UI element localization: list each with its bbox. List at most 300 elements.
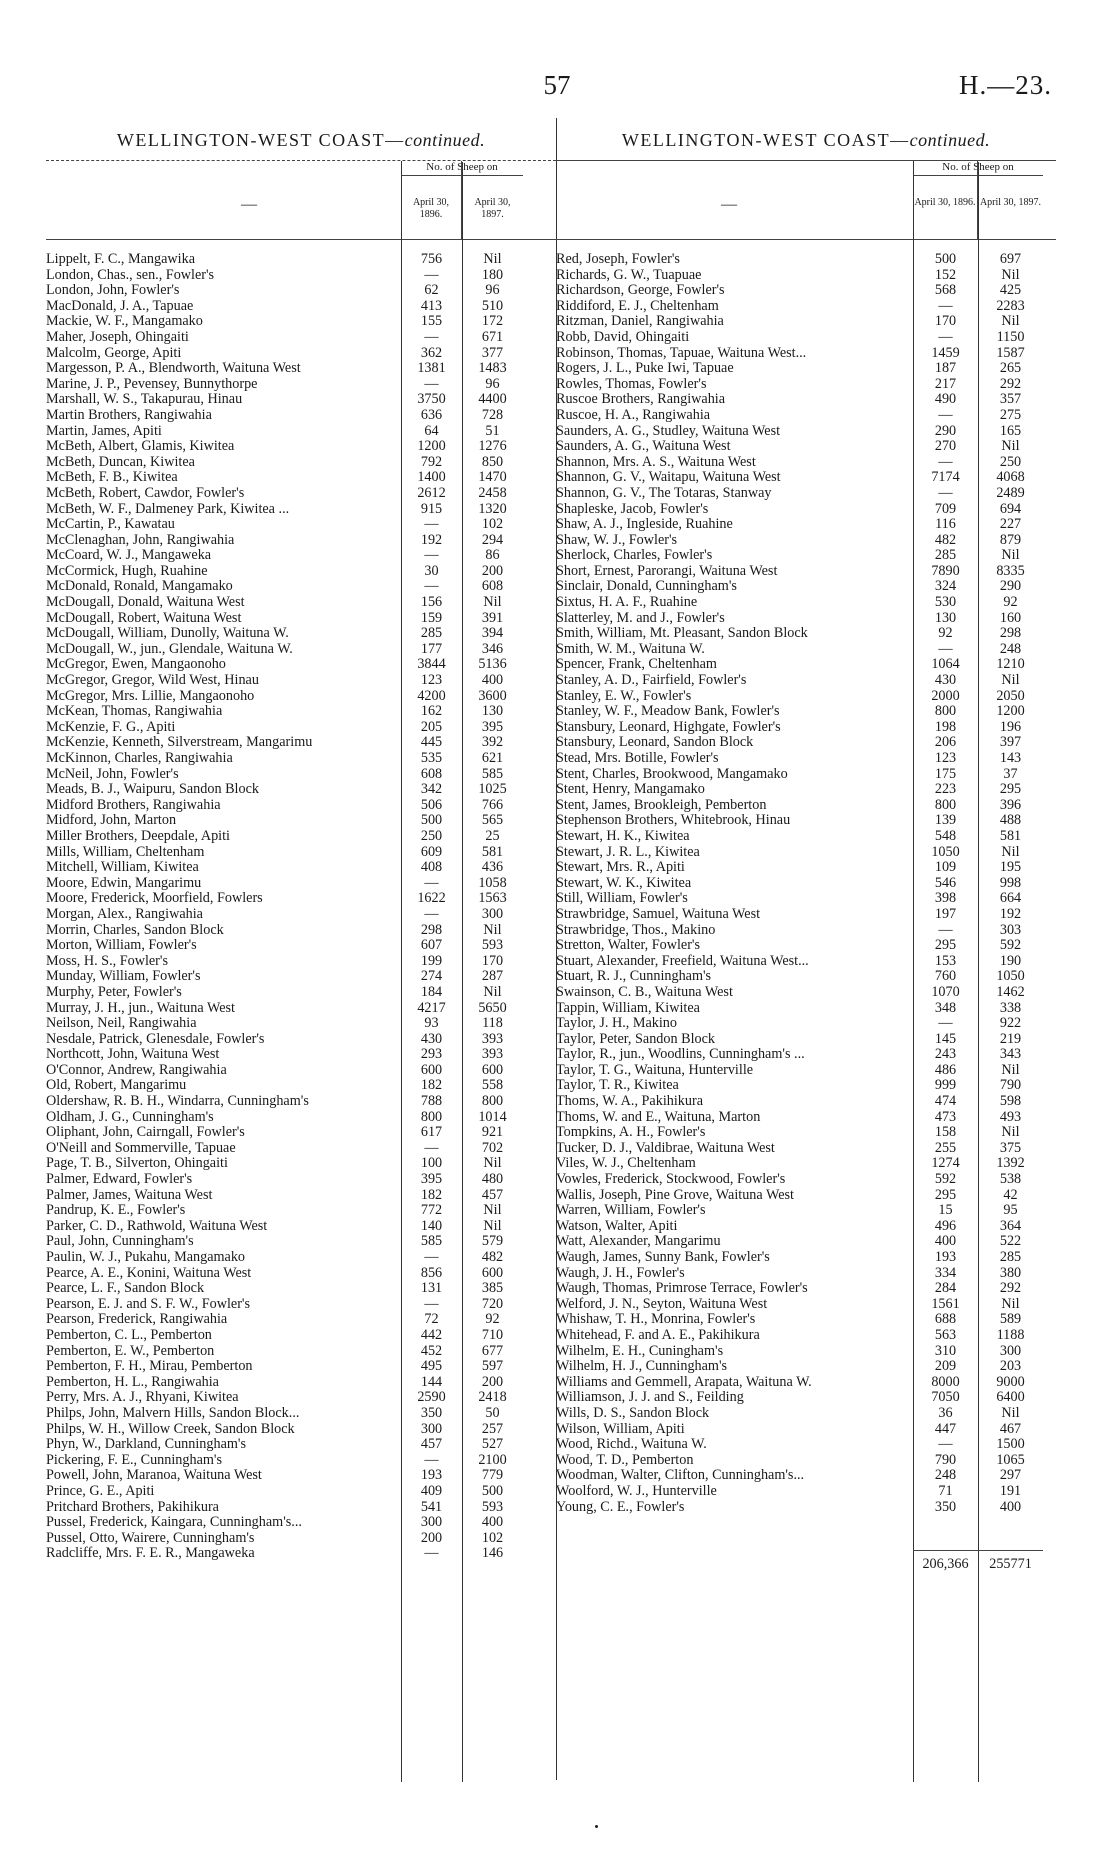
value-1897: 677 (481, 1342, 504, 1359)
row-name: McBeth, Robert, Cawdor, Fowler's (46, 485, 245, 501)
value-1897: 346 (481, 640, 504, 657)
value-1896: — (424, 516, 439, 533)
table-row (556, 1188, 1056, 1204)
row-name: Swainson, C. B., Waituna West (556, 984, 733, 1000)
value-1896: — (424, 874, 439, 891)
table-row (46, 720, 556, 736)
table-row (556, 1219, 1056, 1235)
value-1897: 396 (999, 796, 1022, 813)
table-row (46, 673, 556, 689)
value-1896: 2612 (417, 484, 446, 501)
value-1897: 275 (999, 406, 1022, 423)
value-1896: 688 (934, 1311, 957, 1328)
value-1897: 579 (481, 1233, 504, 1250)
value-1897: 779 (481, 1467, 504, 1484)
value-1897: 1058 (478, 874, 507, 891)
row-name: McDougall, William, Dunolly, Waituna W. (46, 626, 289, 642)
row-name: Wood, Richd., Waituna W. (556, 1437, 707, 1453)
value-1897: 558 (481, 1077, 504, 1094)
row-name: McCormick, Hugh, Ruahine (46, 563, 208, 579)
row-name: Mills, William, Cheltenham (46, 844, 205, 860)
value-1896: — (938, 406, 953, 423)
row-name: Watt, Alexander, Mangarimu (556, 1234, 721, 1250)
row-name: Prince, G. E., Apiti (46, 1483, 155, 1499)
row-name: Rowles, Thomas, Fowler's (556, 376, 707, 392)
value-1896: 199 (420, 952, 443, 969)
value-1897: 1188 (996, 1326, 1025, 1343)
row-name: McKenzie, F. G., Apiti (46, 719, 176, 735)
table-row (556, 720, 1056, 736)
table-row (46, 782, 556, 798)
row-name: Stretton, Walter, Fowler's (556, 938, 701, 954)
value-1896: 248 (934, 1467, 957, 1484)
table-row (46, 579, 556, 595)
table-row (556, 1063, 1056, 1079)
row-name: Shapleske, Jacob, Fowler's (556, 501, 709, 517)
value-1897: 694 (999, 500, 1022, 517)
value-1896: — (938, 328, 953, 345)
table-row (46, 1188, 556, 1204)
row-name: Saunders, A. G., Studley, Waituna West (556, 423, 781, 439)
value-1897: 130 (481, 703, 504, 720)
row-name: Malcolm, George, Apiti (46, 345, 182, 361)
value-1896: — (938, 297, 953, 314)
value-1896: 123 (934, 750, 957, 766)
table-row (556, 642, 1056, 658)
row-name: Wood, T. D., Pemberton (556, 1452, 694, 1468)
value-1896: 430 (934, 672, 957, 689)
value-1896: 856 (420, 1264, 443, 1281)
row-name: Pemberton, C. L., Pemberton (46, 1327, 212, 1343)
value-1896: — (424, 328, 439, 345)
value-1896: 442 (420, 1326, 443, 1343)
table-row (46, 891, 556, 907)
value-1897: 581 (999, 827, 1022, 844)
value-1896: 430 (420, 1030, 443, 1047)
table-row (556, 486, 1056, 502)
value-1896: — (424, 547, 439, 564)
value-1896: 530 (934, 594, 957, 611)
total-1897: 255771 (989, 1556, 1032, 1572)
row-name: Robb, David, Ohingaiti (556, 329, 690, 345)
row-name: Stent, James, Brookleigh, Pemberton (556, 797, 767, 813)
table-row (46, 314, 556, 330)
value-1897: 2100 (478, 1451, 507, 1468)
value-1896: 100 (420, 1155, 443, 1172)
table-body (46, 252, 556, 1562)
value-1897: 400 (481, 1514, 504, 1531)
value-1897: 593 (481, 937, 504, 954)
table-row (556, 1141, 1056, 1157)
value-1897: 95 (1003, 1202, 1018, 1219)
row-name: Sixtus, H. A. F., Ruahine (556, 595, 698, 611)
table-row (556, 346, 1056, 362)
value-1896: 198 (934, 718, 957, 735)
value-1896: 592 (934, 1171, 957, 1188)
value-1897: 118 (482, 1015, 503, 1032)
table-row (46, 1359, 556, 1375)
value-1897: 287 (481, 968, 504, 985)
value-1896: 546 (934, 874, 957, 891)
value-1897: 2489 (996, 484, 1025, 501)
value-1897: 9000 (996, 1373, 1025, 1390)
value-1897: 1276 (478, 438, 507, 455)
value-1896: 563 (934, 1326, 957, 1343)
row-name: McBeth, F. B., Kiwitea (46, 470, 178, 486)
table-row (46, 798, 556, 814)
table-row (46, 361, 556, 377)
value-1897: 300 (481, 905, 504, 922)
value-1897: Nil (1001, 1124, 1020, 1141)
col-header-1897: April 30, 1897. (979, 197, 1042, 208)
value-1897: 400 (999, 1498, 1022, 1515)
value-1897: 102 (481, 516, 504, 533)
value-1896: 155 (420, 313, 443, 330)
value-1897: 165 (999, 422, 1022, 439)
value-1897: 1563 (478, 890, 507, 907)
value-1897: 248 (999, 640, 1022, 657)
table-row (556, 1156, 1056, 1172)
value-1896: 64 (424, 422, 439, 439)
value-1896: 800 (934, 703, 957, 720)
row-name: Warren, William, Fowler's (556, 1203, 706, 1219)
value-1896: 295 (934, 937, 957, 954)
value-1896: 187 (934, 360, 957, 377)
value-1896: — (938, 484, 953, 501)
value-1897: Nil (1001, 1061, 1020, 1078)
table-row (556, 377, 1056, 393)
value-1897: 285 (999, 1249, 1022, 1265)
table-row (556, 283, 1056, 299)
row-name: Taylor, R., jun., Woodlins, Cunningham's ... (556, 1047, 805, 1063)
table-row (46, 985, 556, 1001)
value-1896: 457 (420, 1436, 443, 1453)
row-name: Smith, W. M., Waituna W. (556, 641, 705, 657)
table-row (46, 1375, 556, 1391)
row-name: McClenaghan, John, Rangiwahia (46, 532, 235, 548)
table-row (46, 470, 556, 486)
row-name: Thoms, W. A., Pakihikura (556, 1094, 703, 1110)
value-1896: — (424, 1295, 439, 1312)
table-row (46, 1422, 556, 1438)
table-row (46, 813, 556, 829)
table-row (46, 252, 556, 268)
value-1897: Nil (483, 1202, 502, 1219)
table-row (556, 1406, 1056, 1422)
value-1896: 400 (934, 1233, 957, 1250)
table-row (46, 1515, 556, 1531)
row-name: Thoms, W. and E., Waituna, Marton (556, 1109, 761, 1125)
row-name: Midford, John, Marton (46, 813, 177, 829)
table-row (556, 579, 1056, 595)
row-name: Pearce, L. F., Sandon Block (46, 1281, 205, 1297)
table-row (556, 1437, 1056, 1453)
row-name: Murray, J. H., jun., Waituna West (46, 1000, 235, 1016)
row-name: Stuart, R. J., Cunningham's (556, 969, 712, 985)
value-1896: 600 (420, 1061, 443, 1078)
value-1897: 92 (1003, 594, 1018, 611)
value-1897: 671 (481, 328, 504, 345)
table-row (46, 1531, 556, 1547)
row-name: Ritzman, Daniel, Rangiwahia (556, 314, 724, 330)
row-name: Stephenson Brothers, Whitebrook, Hinau (556, 813, 791, 829)
table-row (556, 1001, 1056, 1017)
row-name: Morton, William, Fowler's (46, 938, 197, 954)
table-row (556, 938, 1056, 954)
table-row (556, 845, 1056, 861)
table-row (46, 907, 556, 923)
value-1896: 1400 (417, 469, 446, 486)
value-1897: 191 (999, 1482, 1022, 1499)
row-name: Taylor, T. G., Waituna, Hunterville (556, 1062, 754, 1078)
value-1896: 139 (934, 812, 957, 829)
row-name: Stuart, Alexander, Freefield, Waituna West... (556, 953, 809, 969)
value-1897: 581 (481, 843, 504, 860)
table-row (556, 1016, 1056, 1032)
value-1896: 193 (420, 1467, 443, 1484)
row-name: Shaw, A. J., Ingleside, Ruahine (556, 517, 733, 533)
total-rule (913, 1550, 1043, 1551)
value-1897: 51 (485, 422, 500, 439)
table-row (46, 1406, 556, 1422)
table-row (46, 1468, 556, 1484)
value-1896: 156 (420, 594, 443, 611)
value-1897: Nil (1001, 1295, 1020, 1312)
value-1897: 850 (481, 453, 504, 470)
row-name: Vowles, Frederick, Stockwood, Fowler's (556, 1172, 786, 1188)
value-1896: 310 (934, 1342, 957, 1359)
table-row (46, 1156, 556, 1172)
row-name: O'Connor, Andrew, Rangiwahia (46, 1062, 227, 1078)
value-1896: 541 (420, 1498, 443, 1515)
value-1897: 589 (999, 1311, 1022, 1328)
value-1897: 380 (999, 1264, 1022, 1281)
table-row (556, 1110, 1056, 1126)
row-name: Palmer, James, Waituna West (46, 1187, 213, 1203)
row-name: Stent, Henry, Mangamako (556, 782, 705, 798)
value-1896: 300 (420, 1420, 443, 1437)
value-1896: 182 (420, 1186, 443, 1203)
row-name: Perry, Mrs. A. J., Rhyani, Kiwitea (46, 1390, 239, 1406)
value-1897: 203 (999, 1358, 1022, 1375)
table-row (46, 1250, 556, 1266)
row-name: Woolford, W. J., Hunterville (556, 1483, 717, 1499)
table-row (46, 938, 556, 954)
row-name: Whishaw, T. H., Monrina, Fowler's (556, 1312, 756, 1328)
value-1896: 200 (420, 1529, 443, 1546)
value-1896: — (424, 1451, 439, 1468)
value-1896: 772 (420, 1202, 443, 1219)
value-1897: 250 (999, 453, 1022, 470)
row-name: Taylor, T. R., Kiwitea (556, 1078, 679, 1094)
table-row (556, 1234, 1056, 1250)
value-1897: 219 (999, 1030, 1022, 1047)
row-name: Mitchell, William, Kiwitea (46, 860, 199, 876)
row-name: Wilhelm, H. J., Cunningham's (556, 1359, 728, 1375)
table-row (556, 424, 1056, 440)
value-1897: 592 (999, 937, 1022, 954)
row-name: Tappin, William, Kiwitea (556, 1000, 700, 1016)
row-name: Slatterley, M. and J., Fowler's (556, 610, 725, 626)
value-1897: 385 (481, 1280, 504, 1297)
row-name: Mackie, W. F., Mangamako (46, 314, 203, 330)
table-row (46, 1047, 556, 1063)
value-1896: — (938, 1436, 953, 1453)
row-name: Smith, William, Mt. Pleasant, Sandon Block (556, 626, 808, 642)
value-1896: 607 (420, 937, 443, 954)
table-row (46, 1344, 556, 1360)
value-1897: 86 (485, 547, 500, 564)
table-row (46, 876, 556, 892)
value-1896: 116 (935, 516, 956, 533)
table-row (556, 673, 1056, 689)
value-1897: 92 (485, 1311, 500, 1328)
value-1896: 255 (934, 1139, 957, 1156)
value-1896: 206 (934, 734, 957, 751)
value-1896: 152 (934, 266, 957, 283)
value-1896: 535 (420, 750, 443, 766)
value-1896: 486 (934, 1061, 957, 1078)
row-name: Pearson, E. J. and S. F. W., Fowler's (46, 1296, 250, 1312)
value-1897: 593 (481, 1498, 504, 1515)
value-1897: 170 (481, 952, 504, 969)
value-1897: 143 (999, 750, 1022, 766)
value-1897: 608 (481, 578, 504, 595)
row-name: London, John, Fowler's (46, 283, 180, 299)
value-1897: 96 (485, 282, 500, 299)
table-row (46, 1141, 556, 1157)
row-name: Morgan, Alex., Rangiwahia (46, 906, 203, 922)
value-1896: 413 (420, 297, 443, 314)
value-1896: 131 (420, 1280, 443, 1297)
table-row (556, 502, 1056, 518)
row-name: Waugh, J. H., Fowler's (556, 1265, 685, 1281)
row-name: McCoard, W. J., Mangaweka (46, 548, 212, 564)
row-name: Welford, J. N., Seyton, Waituna West (556, 1296, 768, 1312)
value-1897: 4400 (478, 391, 507, 408)
header-dash: — (241, 196, 257, 213)
table-row (556, 689, 1056, 705)
value-1896: 175 (934, 765, 957, 782)
table-row (556, 923, 1056, 939)
table-row (46, 1125, 556, 1141)
row-name: Still, William, Fowler's (556, 891, 688, 907)
value-1897: Nil (483, 1217, 502, 1234)
table-row (46, 548, 556, 564)
value-1896: 159 (420, 609, 443, 626)
value-1897: Nil (1001, 843, 1020, 860)
value-1896: 585 (420, 1233, 443, 1250)
row-name: Pickering, F. E., Cunningham's (46, 1452, 222, 1468)
row-name: Woodman, Walter, Clifton, Cunningham's... (556, 1468, 805, 1484)
value-1897: 1320 (478, 500, 507, 517)
table-row (556, 1390, 1056, 1406)
value-1897: 720 (481, 1295, 504, 1312)
row-name: McCartin, P., Kawatau (46, 517, 175, 533)
table-row (556, 252, 1056, 268)
table-row (46, 1001, 556, 1017)
value-1897: 766 (481, 796, 504, 813)
table-row (46, 626, 556, 642)
table-row (46, 954, 556, 970)
value-1896: 217 (934, 375, 957, 392)
table-row (556, 1125, 1056, 1141)
row-name: Wilson, William, Apiti (556, 1421, 685, 1437)
row-name: Spencer, Frank, Cheltenham (556, 657, 717, 673)
value-1897: 391 (481, 609, 504, 626)
value-1897: Nil (1001, 266, 1020, 283)
value-1897: Nil (483, 594, 502, 611)
value-1896: 123 (420, 672, 443, 689)
value-1896: 1459 (931, 344, 960, 361)
table-row (46, 424, 556, 440)
total-1896: 206,366 (922, 1556, 969, 1572)
value-1896: 790 (934, 1451, 957, 1468)
table-row (556, 1359, 1056, 1375)
value-1897: Nil (483, 251, 502, 267)
value-1897: 338 (999, 999, 1022, 1016)
value-1897: 482 (481, 1249, 504, 1265)
table-row (556, 1468, 1056, 1484)
row-name: McKean, Thomas, Rangiwahia (46, 704, 223, 720)
row-name: Murphy, Peter, Fowler's (46, 984, 182, 1000)
row-name: Northcott, John, Waituna West (46, 1047, 220, 1063)
table-header (46, 160, 556, 240)
table-row (556, 268, 1056, 284)
value-1897: 5136 (478, 656, 507, 673)
value-1896: 548 (934, 827, 957, 844)
value-1897: 597 (481, 1358, 504, 1375)
row-name: Saunders, A. G., Waituna West (556, 439, 731, 455)
table-row (556, 314, 1056, 330)
value-1897: 294 (481, 531, 504, 548)
row-name: Pemberton, H. L., Rangiwahia (46, 1374, 219, 1390)
table-row (556, 455, 1056, 471)
row-name: Oldershaw, R. B. H., Windarra, Cunningham's (46, 1094, 309, 1110)
table-row (556, 657, 1056, 673)
value-1897: 510 (481, 297, 504, 314)
table-row (46, 1390, 556, 1406)
value-1896: 290 (934, 422, 957, 439)
value-1897: 196 (999, 718, 1022, 735)
table-row (46, 268, 556, 284)
value-1896: 153 (934, 952, 957, 969)
row-name: Stanley, A. D., Fairfield, Fowler's (556, 673, 747, 689)
value-1897: 2283 (996, 297, 1025, 314)
row-name: Ruscoe, H. A., Rangiwahia (556, 407, 711, 423)
value-1896: 158 (934, 1124, 957, 1141)
table-row (46, 1484, 556, 1500)
value-1896: 324 (934, 578, 957, 595)
table-row (556, 517, 1056, 533)
row-name: Tucker, D. J., Valdibrae, Waituna West (556, 1140, 775, 1156)
value-1897: 467 (999, 1420, 1022, 1437)
value-1896: 243 (934, 1046, 957, 1063)
value-1897: 364 (999, 1217, 1022, 1234)
value-1897: 42 (1003, 1186, 1018, 1203)
value-1896: 93 (424, 1015, 439, 1032)
row-name: McBeth, Albert, Glamis, Kiwitea (46, 439, 235, 455)
table-row (46, 564, 556, 580)
table-row (556, 1078, 1056, 1094)
row-name: Shannon, G. V., The Totaras, Stanway (556, 485, 772, 501)
table-row (46, 1281, 556, 1297)
value-1897: 1150 (996, 328, 1025, 345)
value-1896: 788 (420, 1093, 443, 1110)
table-row (556, 985, 1056, 1001)
value-1897: 377 (481, 344, 504, 361)
value-1896: 145 (934, 1030, 957, 1047)
